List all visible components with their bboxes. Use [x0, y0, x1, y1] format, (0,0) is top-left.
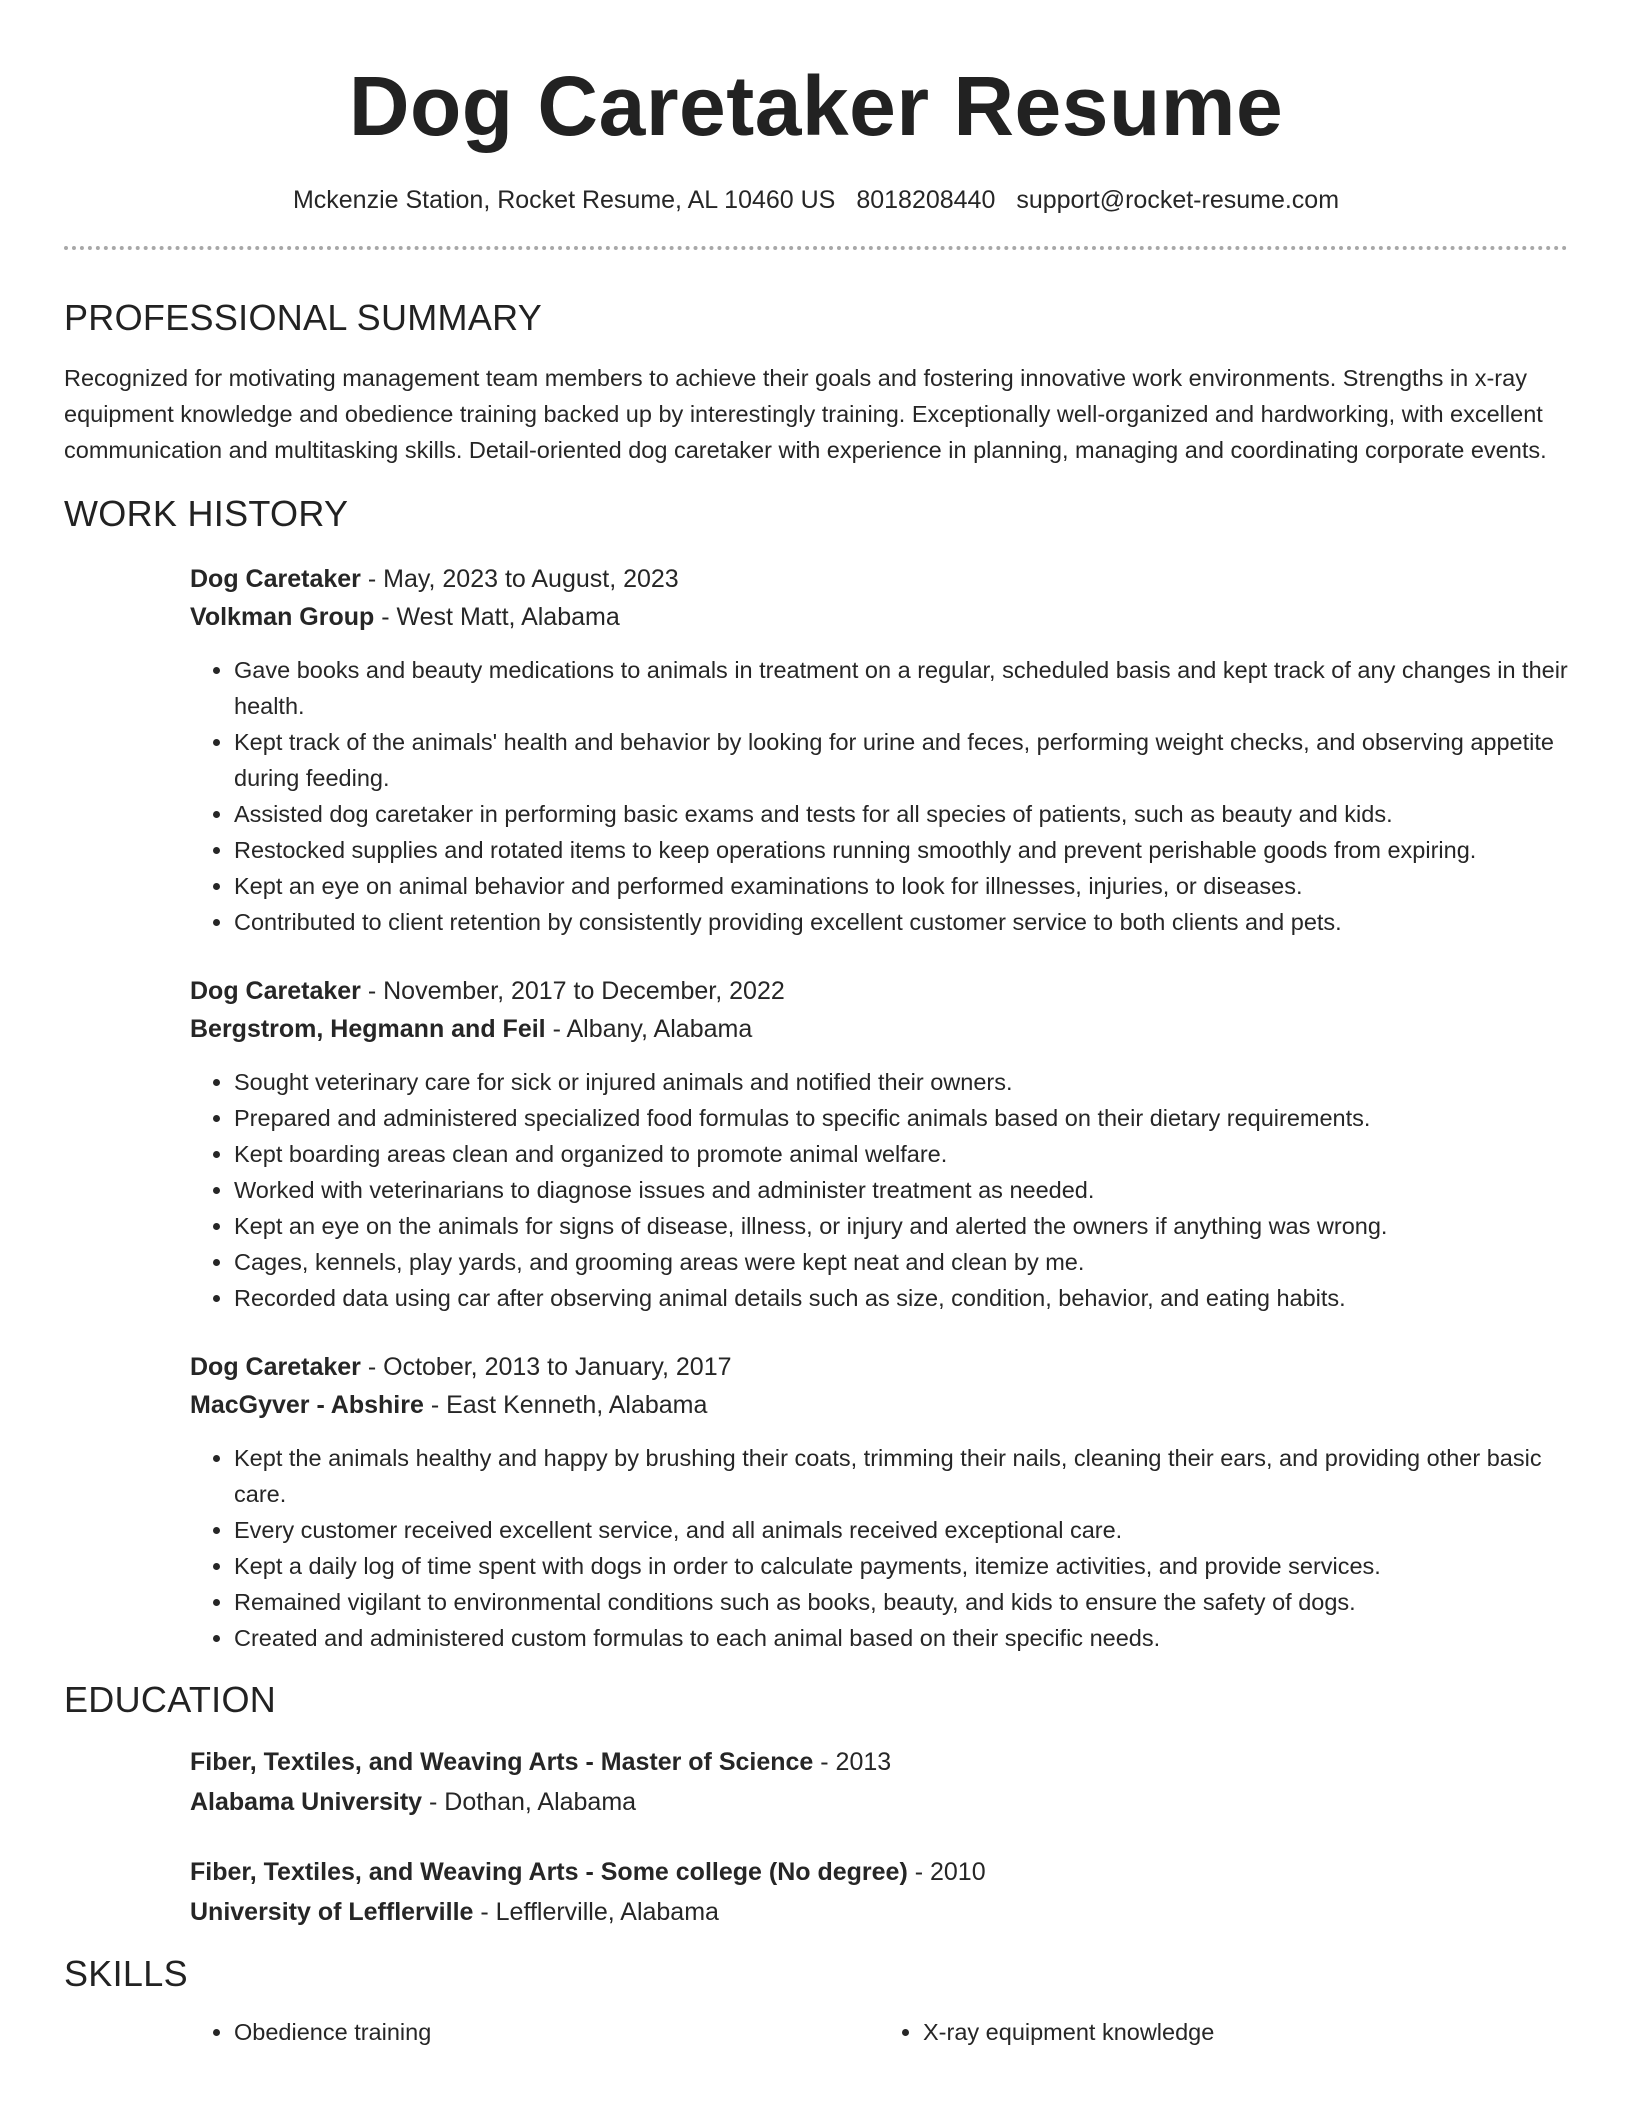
school-line	[190, 1892, 1568, 1932]
degree: Fiber, Textiles, and Weaving Arts - Some college (No degree)	[190, 1858, 908, 1886]
header-divider	[64, 246, 1568, 250]
skills-heading: SKILLS	[64, 1953, 188, 1994]
education-entry	[190, 1852, 1568, 1932]
contact-address: Mckenzie Station, Rocket Resume, AL 10460 US	[292, 186, 836, 214]
summary-text: Recognized for motivating management team members to achieve their goals and fostering innovative work environments. Strengths in x-ray equipment knowledge and obedience training backed up by interestingly training. Exceptionally well-organized and hardworking, with excellent communication and multitasking skills. Detail-oriented dog caretaker with experience in planning, managing and coordinating corporate events.	[64, 365, 1547, 463]
job-dates: - November, 2017 to December, 2022	[360, 977, 785, 1005]
degree: Fiber, Textiles, and Weaving Arts - Master of Science	[190, 1748, 814, 1776]
job-location: - Albany, Alabama	[545, 1015, 753, 1043]
degree-year: - 2013	[813, 1748, 892, 1776]
list-item: • Created and administered custom formulas to each animal based on their specific needs.	[234, 1620, 1568, 1656]
school-location: - Dothan, Alabama	[422, 1788, 637, 1816]
job-title-line	[190, 560, 1568, 598]
education-entry	[190, 1742, 1568, 1822]
school-location: - Lefflerville, Alabama	[473, 1898, 719, 1926]
list-item: • Restocked supplies and rotated items to keep operations running smoothly and prevent perishable goods from expiring.	[234, 832, 1568, 868]
education-heading: EDUCATION	[64, 1679, 277, 1720]
school-line	[190, 1782, 1568, 1822]
job-title: Dog Caretaker	[190, 565, 361, 593]
job-duties-list	[190, 1440, 1568, 1656]
contact-line	[64, 184, 1568, 216]
job-company: Bergstrom, Hegmann and Feil	[190, 1015, 546, 1043]
job-title-line	[190, 1348, 1568, 1386]
job-company-line	[190, 1010, 1568, 1048]
job-title-line	[190, 972, 1568, 1010]
skills-grid	[190, 2014, 1568, 2050]
job-company-line	[190, 598, 1568, 636]
degree-line	[190, 1852, 1568, 1892]
summary-heading: PROFESSIONAL SUMMARY	[64, 297, 543, 338]
list-item: • Kept an eye on the animals for signs of disease, illness, or injury and alerted the owners if anything was wrong.	[234, 1208, 1568, 1244]
school: University of Lefflerville	[190, 1898, 474, 1926]
job-company: Volkman Group	[190, 603, 375, 631]
list-item: • Sought veterinary care for sick or injured animals and notified their owners.	[234, 1064, 1568, 1100]
job-location: - East Kenneth, Alabama	[423, 1391, 708, 1419]
job-location: - West Matt, Alabama	[374, 603, 620, 631]
job-company: MacGyver - Abshire	[190, 1391, 424, 1419]
job-entry	[190, 1348, 1568, 1656]
skills-section	[64, 1952, 1568, 2050]
contact-phone: 8018208440	[856, 186, 996, 214]
list-item: • Kept a daily log of time spent with dogs in order to calculate payments, itemize activities, and provide services.	[234, 1548, 1568, 1584]
degree-line	[190, 1742, 1568, 1782]
list-item: • Remained vigilant to environmental conditions such as books, beauty, and kids to ensure the safety of dogs.	[234, 1584, 1568, 1620]
work-history-section	[64, 492, 1568, 1656]
list-item: • Cages, kennels, play yards, and grooming areas were kept neat and clean by me.	[234, 1244, 1568, 1280]
work-history-heading: WORK HISTORY	[64, 493, 349, 534]
list-item: • Prepared and administered specialized food formulas to specific animals based on their dietary requirements.	[234, 1100, 1568, 1136]
list-item: • Recorded data using car after observing animal details such as size, condition, behavior, and eating habits.	[234, 1280, 1568, 1316]
job-dates: - October, 2013 to January, 2017	[360, 1353, 732, 1381]
list-item: • Gave books and beauty medications to animals in treatment on a regular, scheduled basis and kept track of any changes in their health.	[234, 652, 1568, 724]
list-item: • Obedience training	[234, 2014, 879, 2050]
job-title: Dog Caretaker	[190, 1353, 361, 1381]
school: Alabama University	[190, 1788, 423, 1816]
job-duties-list	[190, 1064, 1568, 1316]
list-item: • Every customer received excellent service, and all animals received exceptional care.	[234, 1512, 1568, 1548]
job-title: Dog Caretaker	[190, 977, 361, 1005]
list-item: • Contributed to client retention by consistently providing excellent customer service to both clients and pets.	[234, 904, 1568, 940]
contact-email: support@rocket-resume.com	[1016, 186, 1340, 214]
education-section	[64, 1678, 1568, 1932]
list-item: • Assisted dog caretaker in performing basic exams and tests for all species of patients, such as beauty and kids.	[234, 796, 1568, 832]
summary-section	[64, 296, 1568, 468]
list-item: • Kept track of the animals' health and behavior by looking for urine and feces, performing weight checks, and observing appetite during feeding.	[234, 724, 1568, 796]
job-dates: - May, 2023 to August, 2023	[360, 565, 679, 593]
job-duties-list	[190, 652, 1568, 940]
job-company-line	[190, 1386, 1568, 1424]
list-item: • Kept the animals healthy and happy by brushing their coats, trimming their nails, cleaning their ears, and providing other basic care.	[234, 1440, 1568, 1512]
list-item: • X-ray equipment knowledge	[923, 2014, 1568, 2050]
resume-title: Dog Caretaker Resume	[348, 59, 1284, 153]
list-item: • Kept boarding areas clean and organized to promote animal welfare.	[234, 1136, 1568, 1172]
degree-year: - 2010	[907, 1858, 986, 1886]
skills-list-right	[879, 2014, 1568, 2050]
skills-list-left	[190, 2014, 879, 2050]
job-entry	[190, 972, 1568, 1316]
job-entry	[190, 560, 1568, 940]
list-item: • Kept an eye on animal behavior and performed examinations to look for illnesses, injuries, or diseases.	[234, 868, 1568, 904]
list-item: • Worked with veterinarians to diagnose issues and administer treatment as needed.	[234, 1172, 1568, 1208]
